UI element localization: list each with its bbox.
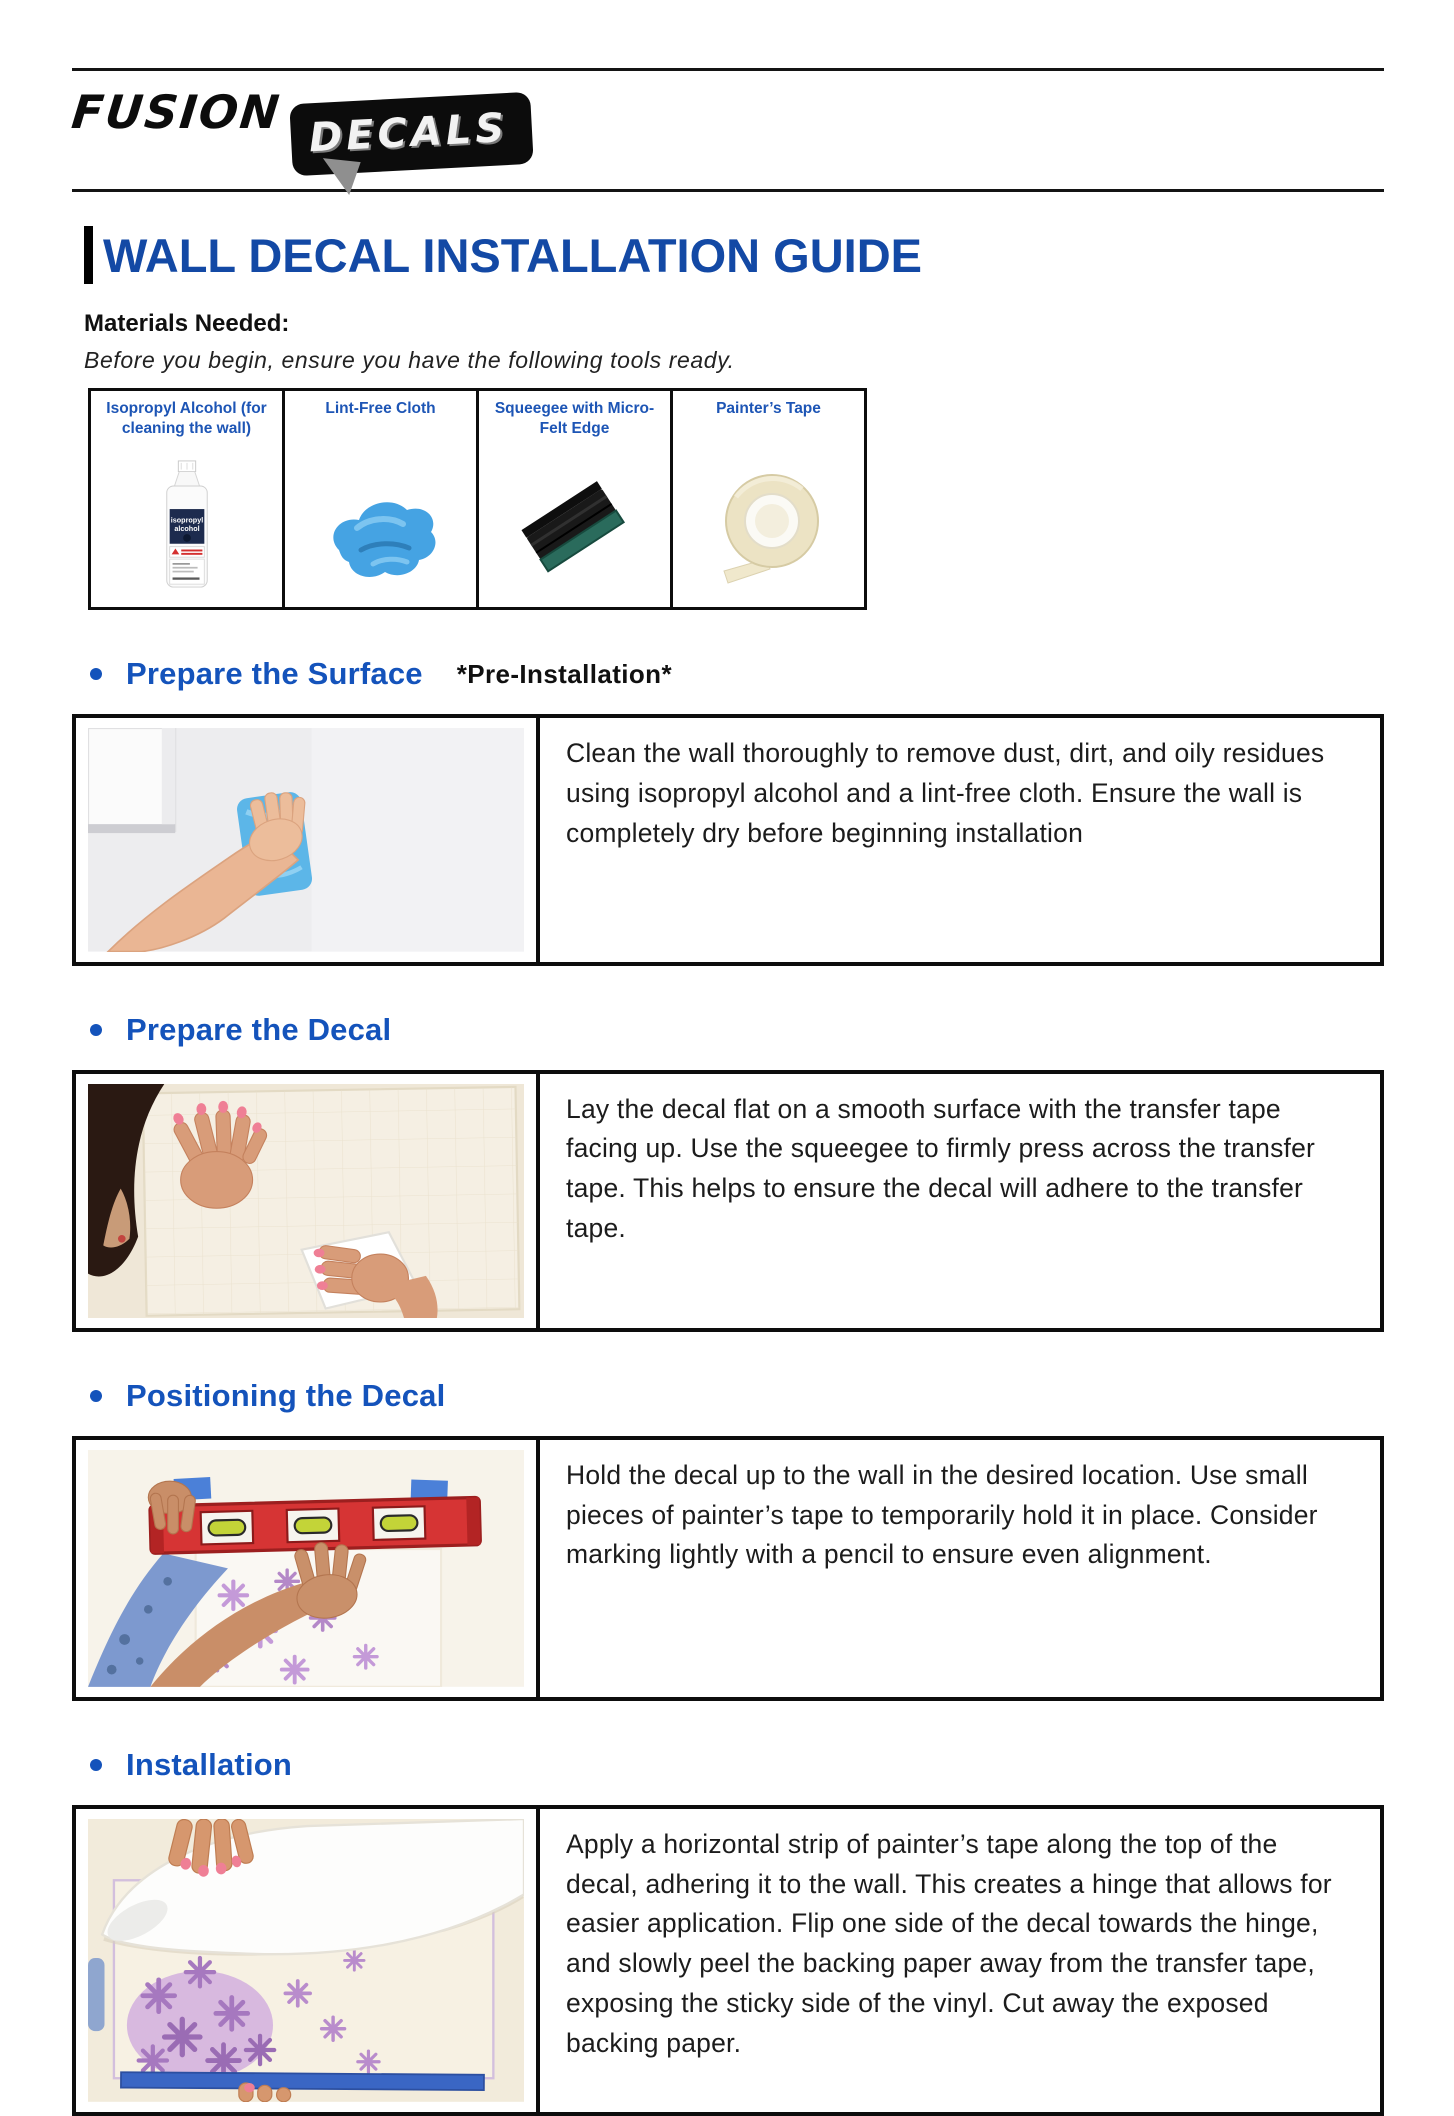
lint-free-cloth-icon: [291, 457, 470, 589]
step-row: [74, 1072, 1382, 1330]
level-alignment-photo: [88, 1450, 524, 1687]
badge-tail-shape: [319, 158, 360, 196]
material-label: Isopropyl Alcohol (for cleaning the wall): [106, 400, 267, 438]
press-decal-photo: [88, 1084, 524, 1318]
step-photo-cell: [74, 1072, 538, 1330]
bullet-icon: [90, 668, 102, 680]
peel-backing-photo: [88, 1819, 524, 2102]
squeegee-art: [510, 471, 640, 589]
tape-roll-art: [706, 467, 832, 589]
step-row: [74, 716, 1382, 964]
step-row: [74, 1807, 1382, 2114]
material-cell-cloth: [284, 390, 478, 609]
step-text: Lay the decal flat on a smooth surface with the transfer tape facing up. Use the squeegee to firmly press across the transfer tape. This helps to ensure the decal will adhere to the transfer tape.: [538, 1072, 1382, 1330]
step-text: Clean the wall thoroughly to remove dust, dirt, and oily residues using isopropyl alcohol and a lint-free cloth. Ensure the wall is completely dry before beginning installation: [538, 716, 1382, 964]
bullet-icon: [90, 1024, 102, 1036]
top-rule: [72, 68, 1384, 71]
step-table-prepare-surface: [72, 714, 1384, 966]
section-title: Prepare the Surface: [126, 656, 423, 691]
step-text: Apply a horizontal strip of painter’s tape along the top of the decal, adhering it to the wall. This creates a hinge that allows for easier application. Flip one side of the decal towards the hinge, and slowly peel the backing paper away from the transfer tape, exposing the sticky side of the vinyl. Cut away the exposed backing paper.: [538, 1807, 1382, 2114]
tape-roll-icon: [679, 457, 858, 589]
step-photo-cell: [74, 1807, 538, 2114]
svg-text:alcohol: alcohol: [173, 524, 200, 534]
brand-decals-badge: [291, 98, 532, 170]
brand-logo: [69, 85, 1454, 181]
step-photo-cell: [74, 716, 538, 964]
isopropyl-bottle-art: [152, 459, 222, 589]
materials-row: [90, 390, 866, 609]
bullet-icon: [90, 1390, 102, 1402]
material-cell-isopropyl: [90, 390, 284, 609]
material-label: Squeegee with Micro-Felt Edge: [494, 400, 655, 438]
step-row: [74, 1438, 1382, 1699]
step-photo-cell: [74, 1438, 538, 1699]
step-text: Hold the decal up to the wall in the desired location. Use small pieces of painter’s tape to temporarily hold it in place. Consider marking lightly with a pencil to ensure even alignment.: [538, 1438, 1382, 1699]
material-label: Painter’s Tape: [716, 400, 821, 417]
bullet-icon: [90, 1759, 102, 1771]
section-title: Positioning the Decal: [126, 1377, 446, 1413]
pre-installation-note: *Pre-Installation*: [456, 658, 672, 689]
step-table-prepare-decal: [72, 1070, 1384, 1332]
section-header-installation: [90, 1747, 1454, 1783]
isopropyl-bottle-icon: [97, 457, 276, 589]
header-divider-rule: [72, 189, 1384, 192]
clean-wall-photo: [88, 728, 524, 952]
material-cell-squeegee: [478, 390, 672, 609]
step-table-positioning-decal: [72, 1436, 1384, 1701]
material-cell-tape: [672, 390, 866, 609]
section-title: Prepare the Decal: [126, 1011, 392, 1047]
cloth-art: [317, 484, 445, 589]
step-table-installation: [72, 1805, 1384, 2116]
title-row: [84, 226, 1454, 284]
materials-table: [88, 388, 867, 610]
material-label: Lint-Free Cloth: [325, 400, 436, 417]
section-title: Installation: [126, 1746, 293, 1782]
svg-text:isopropyl: isopropyl: [170, 515, 203, 525]
materials-subtitle: Before you begin, ensure you have the following tools ready.: [84, 347, 735, 373]
section-header-prepare-surface: [90, 656, 1454, 692]
section-header-positioning-decal: [90, 1378, 1454, 1414]
brand-decals-text: DECALS: [289, 92, 534, 177]
materials-heading: Materials Needed:: [84, 310, 290, 337]
section-header-prepare-decal: [90, 1012, 1454, 1048]
page-title: WALL DECAL INSTALLATION GUIDE: [103, 228, 922, 282]
title-accent-bar: [84, 226, 93, 284]
squeegee-icon: [485, 457, 664, 589]
materials-section: [84, 310, 1454, 610]
brand-fusion-text: FUSION: [69, 85, 284, 139]
